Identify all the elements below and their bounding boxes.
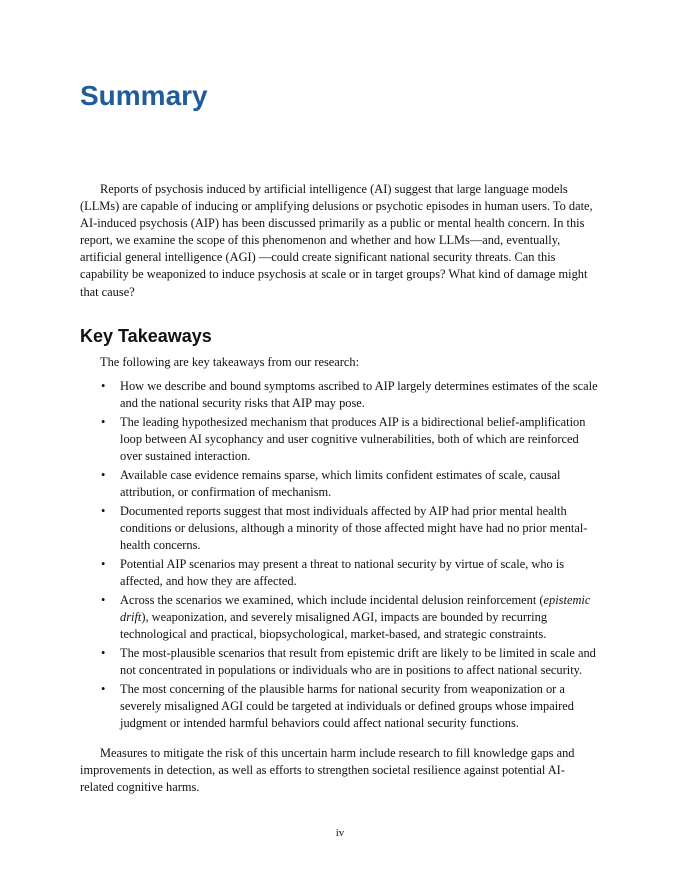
mitigation-paragraph: Measures to mitigate the risk of this uncertain harm include research to fill knowledge gaps and improvements in detection, as well as efforts to strengthen societal resilience against potential AI-related cognitive harms. [80,746,575,794]
takeaway-text-6-before: Across the scenarios we examined, which include incidental delusion reinforcement ( [120,593,544,607]
takeaway-item-5 [80,556,600,590]
takeaway-item-6 [80,592,600,643]
takeaway-item-1 [80,378,600,412]
takeaway-text-6-after: ), weaponization, and severely misaligned AGI, impacts are bounded by recurring technological and practical, biopsychological, market-based, and strategic constraints. [120,610,548,641]
page-title: Summary [80,80,208,111]
key-takeaways-lead: The following are key takeaways from our research: [100,355,360,369]
takeaway-text-6 [120,593,590,641]
takeaway-item-7 [80,645,600,679]
bullet-icon: • [101,682,106,696]
bullet-icon: • [101,557,106,571]
takeaway-item-4 [80,503,600,554]
takeaway-text-5: Potential AIP scenarios may present a threat to national security by virtue of scale, who is affected, and how they are affected. [120,557,565,588]
bullet-icon: • [101,379,106,393]
key-takeaways-list [80,378,600,734]
takeaway-text-4: Documented reports suggest that most individuals affected by AIP had prior mental health conditions or delusions, although a minority of those affected might have had no prior mental-health concerns. [120,504,588,552]
takeaway-text-7: The most-plausible scenarios that result from epistemic drift are likely to be limited in scale and not concentrated in populations or individuals who are in positions to affect national security. [120,646,596,677]
summary-intro-paragraph: Reports of psychosis induced by artificial intelligence (AI) suggest that large language models (LLMs) are capable of inducing or amplifying delusions or psychotic episodes in human users. To date, AI-induced psychosis (AIP) has been discussed primarily as a public or mental health concern. In this report, we examine the scope of this phenomenon and whether and how LLMs—and, eventually, artificial general intelligence (AGI) —could create significant national security threats. Can this capability be weaponized to induce psychosis at scale or in target groups? What kind of damage might that cause? [80,182,593,299]
takeaway-item-8 [80,681,600,732]
key-takeaways-heading: Key Takeaways [80,326,212,346]
takeaway-text-8: The most concerning of the plausible harms for national security from weaponization or a severely misaligned AGI could be targeted at individuals or defined groups whose impaired judgment or intended harmful behaviors could affect national security functions. [120,682,574,730]
bullet-icon: • [101,593,106,607]
bullet-icon: • [101,415,106,429]
epistemic-drift-term: epistemic drift [120,593,591,624]
takeaway-item-3 [80,467,600,501]
takeaway-text-2: The leading hypothesized mechanism that produces AIP is a bidirectional belief-amplification loop between AI sycophancy and user cognitive vulnerabilities, both of which are reinforced over sustained interaction. [120,415,586,463]
page-number: iv [335,827,345,839]
takeaway-item-2 [80,414,600,465]
bullet-icon: • [101,646,106,660]
takeaway-text-1: How we describe and bound symptoms ascribed to AIP largely determines estimates of the scale and the national security risks that AIP may pose. [120,379,598,410]
bullet-icon: • [101,468,106,482]
takeaway-text-3: Available case evidence remains sparse, which limits confident estimates of scale, causal attribution, or confirmation of mechanism. [120,468,561,499]
bullet-icon: • [101,504,106,518]
